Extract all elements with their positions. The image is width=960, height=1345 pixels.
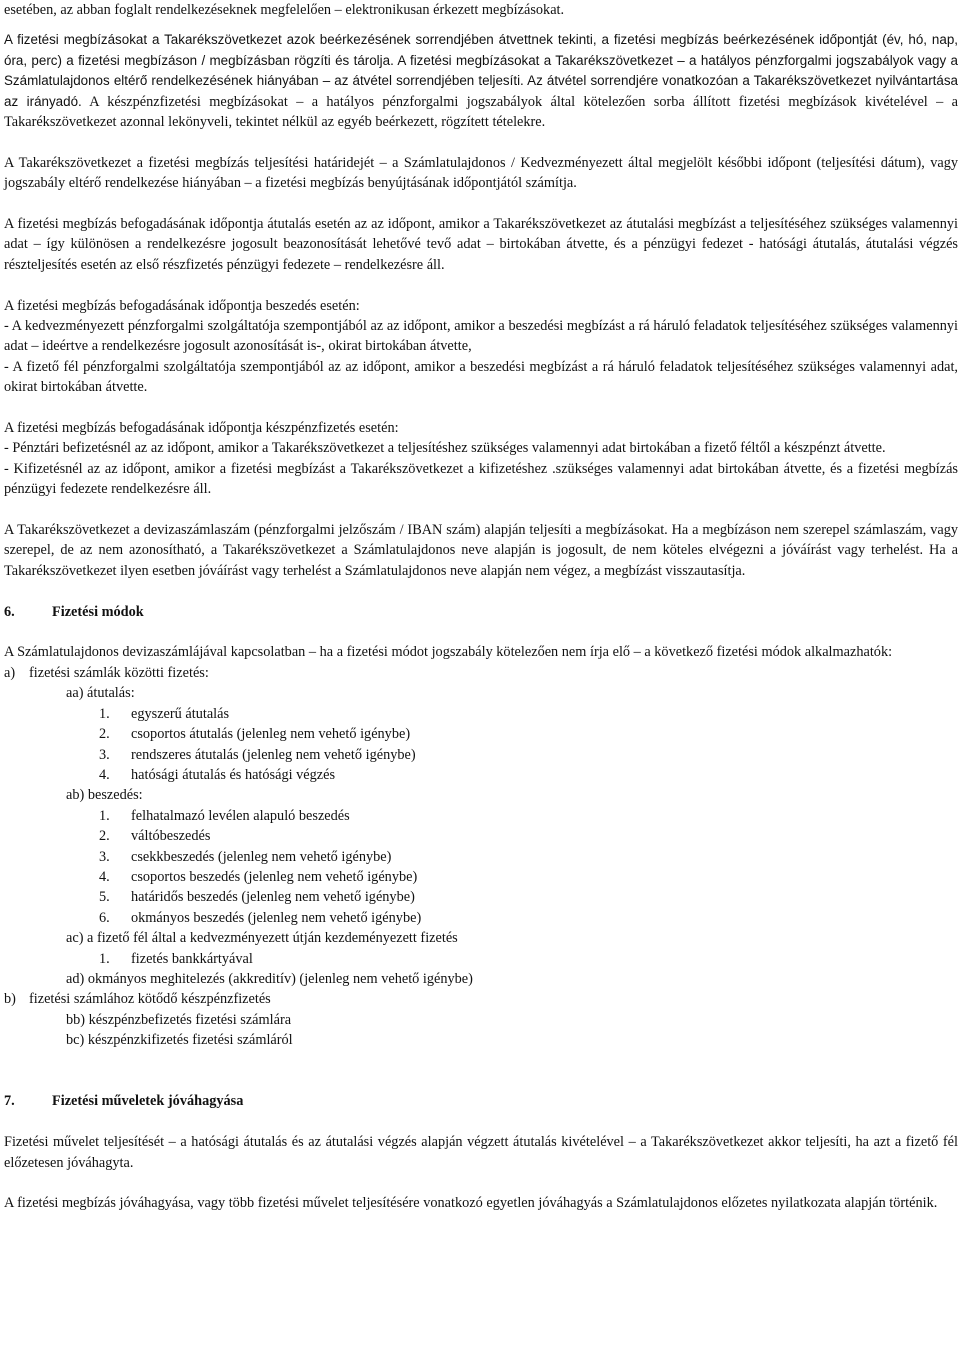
list-item-b-label: b)	[4, 991, 16, 1008]
section-7-paragraph-1: Fizetési művelet teljesítését – a hatósági átutalás és az átutalási végzés alapján végzett átutalás kivételével – a Takarékszövetkezet akkor teljesíti, ha azt a fizető fél előzetesen jóváhagyta.	[4, 1134, 958, 1171]
list-ab-item-text: csekkbeszedés (jelenleg nem vehető igénybe)	[131, 848, 392, 865]
list-aa-item-number: 2.	[99, 726, 110, 743]
list-aa-item-text: egyszerű átutalás	[131, 705, 230, 722]
list-ac-item-number: 1.	[99, 950, 110, 967]
list-aa-item-1	[4, 704, 958, 724]
list-ab-item-text: csoportos beszedés (jelenleg nem vehető igénybe)	[131, 868, 418, 885]
list-aa-item-number: 3.	[99, 746, 110, 763]
list-ac-item-text: fizetés bankkártyával	[131, 950, 253, 967]
section-6-intro: A Számlatulajdonos devizaszámlájával kapcsolatban – ha a fizetési módot jogszabály kötelezően nem írja elő – a következő fizetési módok alkalmazhatók:	[4, 644, 893, 661]
paragraph-cash-a: - Pénztári befizetésnél az az időpont, amikor a Takarékszövetkezet a teljesítéshez szükséges valamennyi adat birtokában a fizető féltől a készpénzt átvette.	[4, 440, 886, 457]
list-ac-item-1	[4, 949, 958, 969]
paragraph-receipt-order	[4, 30, 958, 132]
list-ab-item-number: 5.	[99, 889, 110, 906]
list-ab-items	[4, 806, 958, 928]
list-ab-item-number: 3.	[99, 848, 110, 865]
list-ab-item-4	[4, 867, 958, 887]
paragraph-collection-title: A fizetési megbízás befogadásának időpontja beszedés esetén:	[4, 297, 360, 314]
list-aa-item-number: 4.	[99, 766, 110, 783]
list-item-bb: bb) készpénzbefizetés fizetési számlára	[66, 1011, 292, 1028]
paragraph-receipt-order-sans: A fizetési megbízásokat a Takarékszövetkezet azok beérkezésének sorrendjében átvettnek tekinti, a fizetési megbízás beérkezésének időpontját (év, hó, nap, óra, perc) a fizetési megbízáson / megbízásban rögzíti és tárolja. A fizetési megbízásokat a Takarékszövetkezet – a hatályos pénzforgalmi jogszabályok vagy a Számlatulajdonos eltérő rendelkezésének hiányában – az átvétel sorrendjében teljesíti. Az átvétel sorrendjére vonatkozóan a Takarékszövetkezet nyilvántartása az irányadó.	[4, 32, 958, 109]
paragraph-continuation: esetében, az abban foglalt rendelkezéseknek megfelelően – elektronikusan érkezett megbízásokat.	[4, 2, 565, 18]
list-item-b	[4, 989, 958, 1009]
list-aa-item-text: csoportos átutalás (jelenleg nem vehető igénybe)	[131, 726, 411, 743]
list-item-a	[4, 663, 958, 683]
section-6-heading	[4, 602, 958, 622]
list-ab-item-1	[4, 806, 958, 826]
list-aa-items	[4, 704, 958, 786]
list-aa-item-text: rendszeres átutalás (jelenleg nem vehető igénybe)	[131, 746, 416, 763]
paragraph-cash-title: A fizetési megbízás befogadásának időpontja készpénzfizetés esetén:	[4, 420, 399, 437]
list-item-a-text: fizetési számlák közötti fizetés:	[29, 664, 209, 681]
list-ab-item-5	[4, 887, 958, 907]
list-item-ab: ab) beszedés:	[66, 787, 143, 804]
list-ab-item-number: 4.	[99, 868, 110, 885]
section-7-heading	[4, 1091, 958, 1111]
list-aa-item-number: 1.	[99, 705, 110, 722]
paragraph-transfer-acceptance: A fizetési megbízás befogadásának időpontja átutalás esetén az az időpont, amikor a Takarékszövetkezet az átutalási megbízást a teljesítéséhez szükséges valamennyi adat – így különösen a rendelkezésre jogosult beazonosítását lehetővé tevő adat – birtokában átvette, és a pénzügyi fedezet - hatósági átutalás, átutalási végzés részteljesítés esetén az első részfizetés pénzügyi fedezete – rendelkezésre áll.	[4, 216, 958, 273]
list-item-aa: aa) átutalás:	[66, 685, 135, 702]
paragraph-account-number: A Takarékszövetkezet a devizaszámlaszám (pénzforgalmi jelzőszám / IBAN szám) alapján teljesíti a megbízásokat. Ha a megbízáson nem szerepel számlaszám, vagy szerepel, de az nem azonosítható, a Takarékszövetkezet a Számlatulajdonos neve alapján is jogosult, de nem köteles elvégezni a jóváírást vagy terhelést. Ha a Takarékszövetkezet ilyen esetben jóváírást vagy terhelést a Számlatulajdonos neve alapján nem végez, a megbízást visszautasítja.	[4, 522, 958, 579]
paragraph-deadline: A Takarékszövetkezet a fizetési megbízás teljesítési határidejét – a Számlatulajdonos / Kedvezményezett által megjelölt későbbi időpont (teljesítési dátum), vagy jogszabály eltérő rendelkezése hiányában – a fizetési megbízás benyújtásának időpontjától számítja.	[4, 154, 958, 192]
list-ab-item-2	[4, 826, 958, 846]
list-ab-item-6	[4, 908, 958, 928]
paragraph-collection-a: - A kedvezményezett pénzforgalmi szolgáltatója szempontjából az az időpont, amikor a beszedési megbízást a rá háruló feladatok teljesítéséhez szükséges valamennyi adat – ideértve a rendelkezésre jogosult azonosítását is-, okirat birtokában átvette,	[4, 318, 958, 355]
list-aa-item-2	[4, 724, 958, 744]
section-7-number: 7.	[4, 1093, 15, 1110]
list-aa-item-3	[4, 745, 958, 765]
section-6-title: Fizetési módok	[52, 603, 144, 620]
document-page	[4, 0, 958, 1214]
list-ab-item-3	[4, 847, 958, 867]
paragraph-collection-b: - A fizető fél pénzforgalmi szolgáltatója szempontjából az az időpont, amikor a beszedési megbízást a rá háruló feladatok teljesítéséhez szükséges valamennyi adat, okirat birtokában átvette.	[4, 358, 958, 396]
list-ab-item-number: 6.	[99, 909, 110, 926]
list-item-b-text: fizetési számlához kötődő készpénzfizetés	[29, 991, 271, 1008]
list-ac-items	[4, 949, 958, 969]
paragraph-cash-b: - Kifizetésnél az az időpont, amikor a fizetési megbízást a Takarékszövetkezet a kifizetéshez .szükséges valamennyi adat birtokában átvette, és a fizetési megbízás pénzügyi fedezete rendelkezésre áll.	[4, 460, 958, 498]
section-6-number: 6.	[4, 603, 15, 620]
list-aa-item-text: hatósági átutalás és hatósági végzés	[131, 766, 336, 783]
list-aa-item-4	[4, 765, 958, 785]
list-ab-item-text: határidős beszedés (jelenleg nem vehető igénybe)	[131, 889, 415, 906]
section-7-paragraph-2: A fizetési megbízás jóváhagyása, vagy több fizetési művelet teljesítésére vonatkozó egyetlen jóváhagyás a Számlatulajdonos előzetes nyilatkozata alapján történik.	[4, 1195, 938, 1212]
list-ab-item-number: 1.	[99, 807, 110, 824]
list-ab-item-text: okmányos beszedés (jelenleg nem vehető igénybe)	[131, 909, 422, 926]
list-item-ac: ac) a fizető fél által a kedvezményezett útján kezdeményezett fizetés	[66, 930, 458, 947]
paragraph-cash-payment: A készpénzfizetési megbízásokat – a hatályos pénzforgalmi jogszabályok által kötelezően sorba állított fizetési megbízások kivételével – a Takarékszövetkezet azonnal lekönyveli, tekintet nélkül az egyéb beérkezett, rögzített tételekre.	[4, 93, 958, 131]
list-item-ad: ad) okmányos meghitelezés (akkreditív) (jelenleg nem vehető igénybe)	[66, 970, 473, 987]
list-item-a-label: a)	[4, 664, 16, 681]
list-ab-item-number: 2.	[99, 828, 110, 845]
section-7-title: Fizetési műveletek jóváhagyása	[52, 1093, 244, 1110]
list-ab-item-text: felhatalmazó levélen alapuló beszedés	[131, 807, 350, 824]
list-ab-item-text: váltóbeszedés	[131, 828, 211, 845]
list-item-bc: bc) készpénzkifizetés fizetési számláról	[66, 1032, 293, 1049]
